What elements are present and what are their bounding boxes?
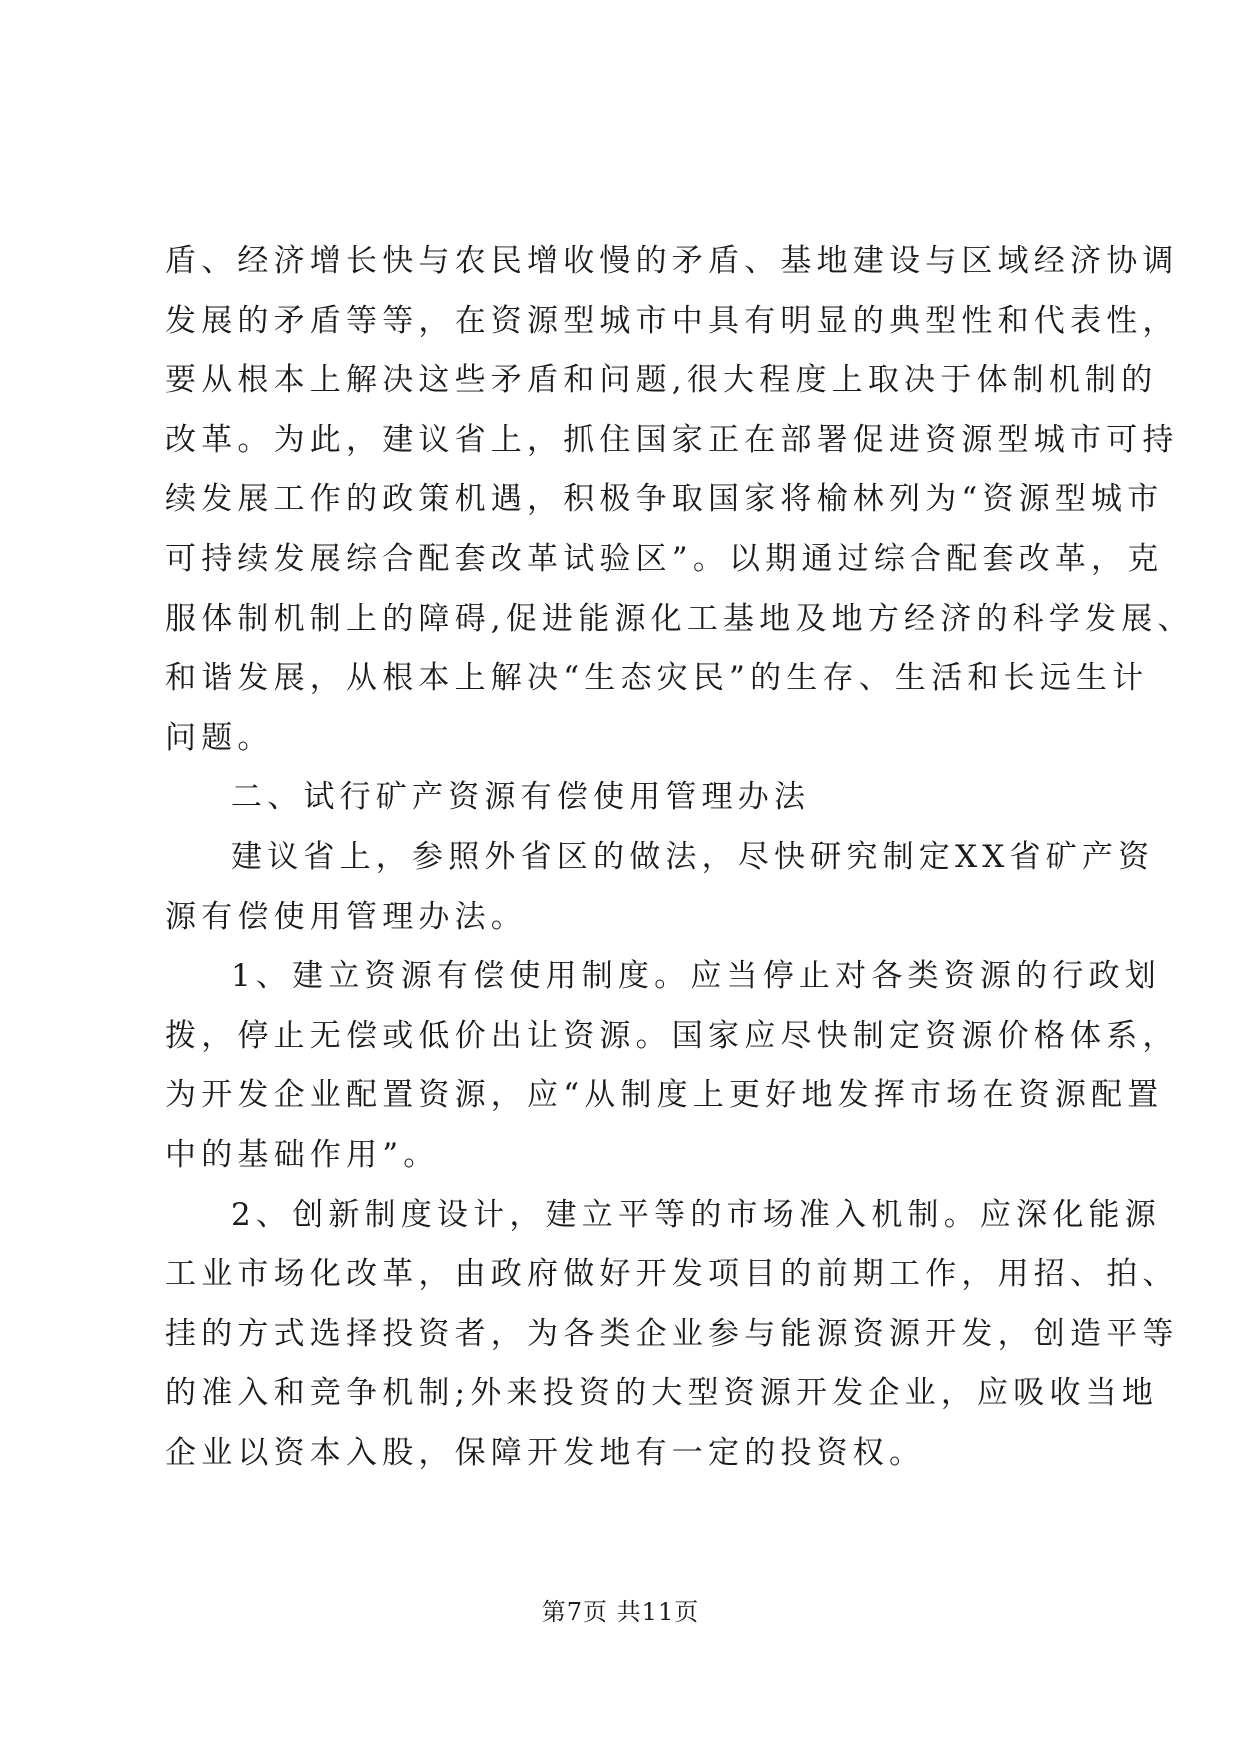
text-line: 中的基础作用”。 <box>165 1136 440 1173</box>
text-line: 要从根本上解决这些矛盾和问题,很大程度上取决于体制机制的 <box>165 362 1158 399</box>
text-line: 企业以资本入股，保障开发地有一定的投资权。 <box>165 1434 926 1471</box>
text-line: 续发展工作的政策机遇，积极争取国家将榆林列为“资源型城市 <box>165 481 1164 518</box>
text-line: 服体制机制上的障碍,促进能源化工基地及地方经济的科学发展、 <box>165 600 1194 637</box>
text-line: 拨，停止无偿或低价出让资源。国家应尽快制定资源价格体系， <box>165 1017 1179 1054</box>
page-number-footer: 第7页 共11页 <box>541 1598 700 1626</box>
text-line: 为开发企业配置资源，应“从制度上更好地发挥市场在资源配置 <box>165 1077 1164 1114</box>
document-body <box>165 232 1194 1483</box>
text-line: 2、创新制度设计，建立平等的市场准入机制。应深化能源 <box>231 1196 1161 1233</box>
text-line: 工业市场化改革，由政府做好开发项目的前期工作，用招、拍、 <box>165 1256 1179 1293</box>
text-line: 改革。为此，建议省上，抓住国家正在部署促进资源型城市可持 <box>165 421 1179 458</box>
text-line: 建议省上，参照外省区的做法，尽快研究制定XX省矿产资 <box>231 838 1155 875</box>
text-line: 问题。 <box>165 719 274 756</box>
text-line: 盾、经济增长快与农民增收慢的矛盾、基地建设与区域经济协调 <box>165 243 1179 279</box>
text-line: 和谐发展，从根本上解决“生态灾民”的生存、生活和长远生计 <box>165 660 1149 697</box>
text-line: 发展的矛盾等等，在资源型城市中具有明显的典型性和代表性， <box>165 302 1179 339</box>
section-heading: 二、试行矿产资源有偿使用管理办法 <box>231 779 811 816</box>
text-line: 可持续发展综合配套改革试验区”。以期通过综合配套改革，克 <box>165 540 1164 577</box>
text-line: 的准入和竞争机制;外来投资的大型资源开发企业，应吸收当地 <box>165 1375 1159 1412</box>
text-line: 挂的方式选择投资者，为各类企业参与能源资源开发，创造平等 <box>165 1315 1179 1352</box>
text-line: 1、建立资源有偿使用制度。应当停止对各类资源的行政划 <box>231 958 1161 995</box>
text-line: 源有偿使用管理办法。 <box>165 898 527 935</box>
